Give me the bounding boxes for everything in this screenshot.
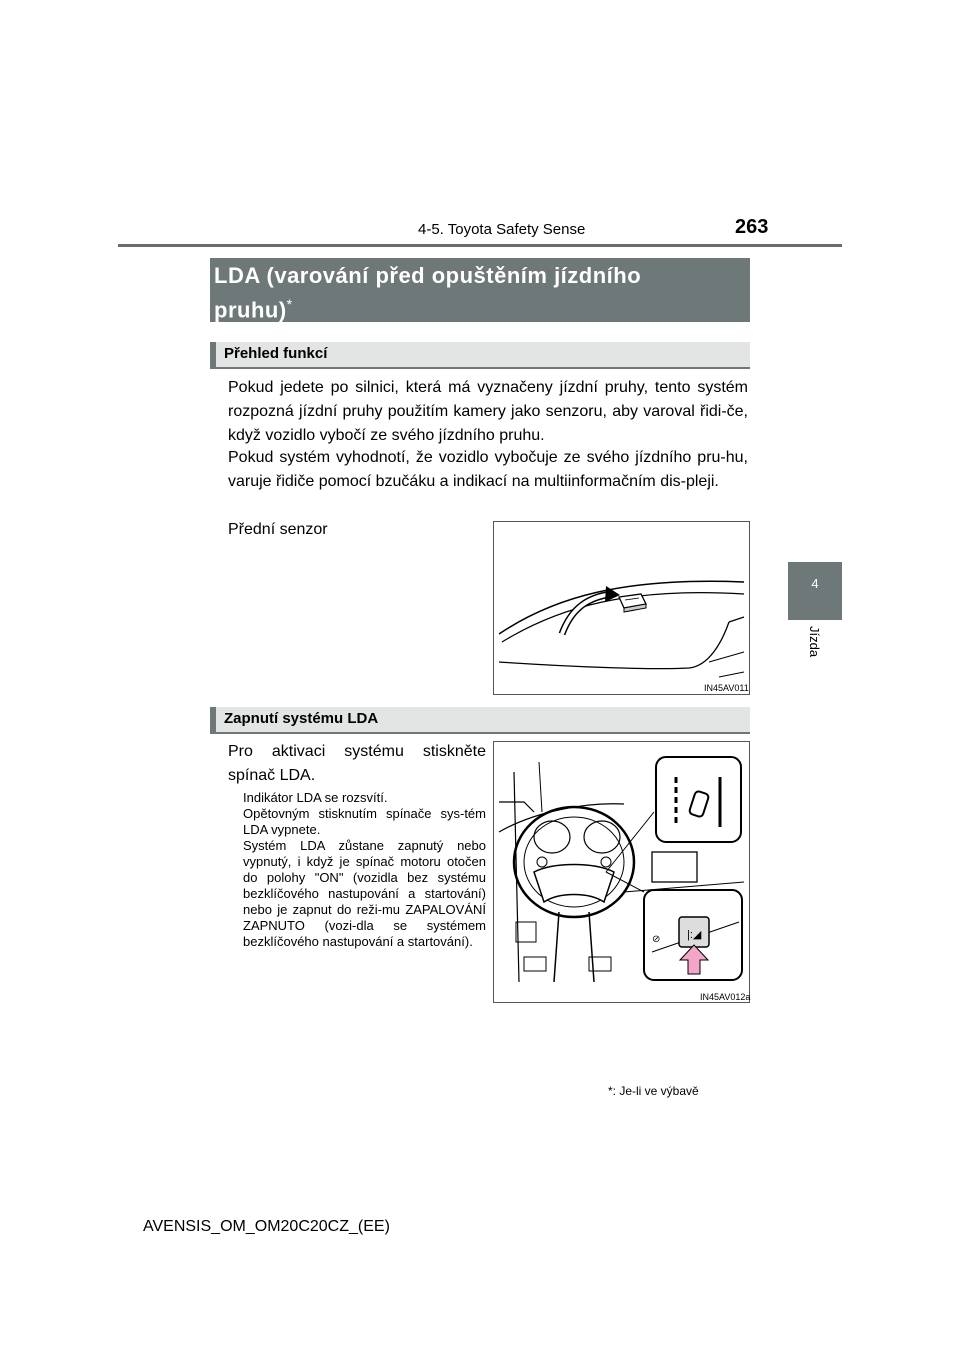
svg-text:|:◢: |:◢ — [687, 929, 702, 941]
chapter-label-text: Jízda — [807, 626, 822, 658]
camera-sensor-icon — [619, 594, 646, 612]
note-remains-state: Systém LDA zůstane zapnutý nebo vypnutý, i když je spínač motoru otočen do polohy "ON" (vozidla bez systému bezklíčového nastupování a startování) nebo je zapnut do reži-mu ZAPALOVÁNÍ ZAPNUTO (vozi-dla se systémem bezklíčového nastupování a startování). — [243, 838, 486, 949]
lda-indicator-callout — [656, 757, 741, 842]
section-title-line2: pruhu) — [214, 297, 287, 323]
chapter-tab[interactable] — [788, 562, 842, 620]
note-indicator: Indikátor LDA se rozsvítí. — [243, 790, 388, 805]
dashboard-illustration — [494, 742, 749, 1002]
header-section-title: 4-5. Toyota Safety Sense — [418, 221, 586, 238]
overview-paragraph-2: Pokud systém vyhodnotí, že vozidlo vybočuje ze svého jízdního pru-hu, varuje řidiče pomocí bzučáku a indikací na multiinformačním dis-pleji. — [228, 449, 748, 490]
svg-text:⊘: ⊘ — [652, 934, 661, 945]
figure-code: IN45AV011 — [704, 683, 749, 693]
subheading-activation: Zapnutí systému LDA — [224, 710, 379, 727]
activation-paragraph: Pro aktivaci systému stiskněte spínač LDA. — [228, 743, 486, 784]
footnote-mark: * — [608, 1084, 613, 1098]
lda-switch-figure — [493, 741, 750, 1003]
subheading-bar-overview — [210, 342, 750, 369]
front-sensor-figure — [493, 521, 750, 695]
chapter-number: 4 — [811, 576, 819, 591]
page-number: 263 — [735, 216, 769, 238]
subheading-overview: Přehled funkcí — [224, 345, 328, 362]
chapter-label — [800, 620, 830, 680]
lda-switch-callout — [644, 890, 742, 980]
document-id: AVENSIS_OM_OM20C20CZ_(EE) — [143, 1218, 390, 1235]
windshield-sensor-illustration — [494, 522, 749, 694]
front-sensor-label: Přední senzor — [228, 521, 328, 538]
subheading-bar-activation — [210, 707, 750, 734]
header-divider — [118, 244, 842, 247]
footnote — [608, 1084, 699, 1098]
section-title — [214, 261, 744, 324]
figure-code: IN45AV012a — [700, 992, 751, 1002]
steering-wheel-icon — [514, 807, 634, 982]
section-title-line1: LDA (varování před opuštěním jízdního — [214, 263, 642, 288]
footnote-text: : Je-li ve výbavě — [612, 1084, 699, 1098]
note-turn-off: Opětovným stisknutím spínače sys-tém LDA vypnete. — [243, 806, 486, 837]
optional-mark: * — [286, 296, 293, 312]
overview-paragraph-1: Pokud jedete po silnici, která má vyznačeny jízdní pruhy, tento systém rozpozná jízdní pruhy použitím kamery jako senzoru, aby varoval řidi-če, když vozidlo vybočí ze svého jízdního pruhu. — [228, 379, 748, 444]
section-title-bar — [210, 258, 750, 322]
